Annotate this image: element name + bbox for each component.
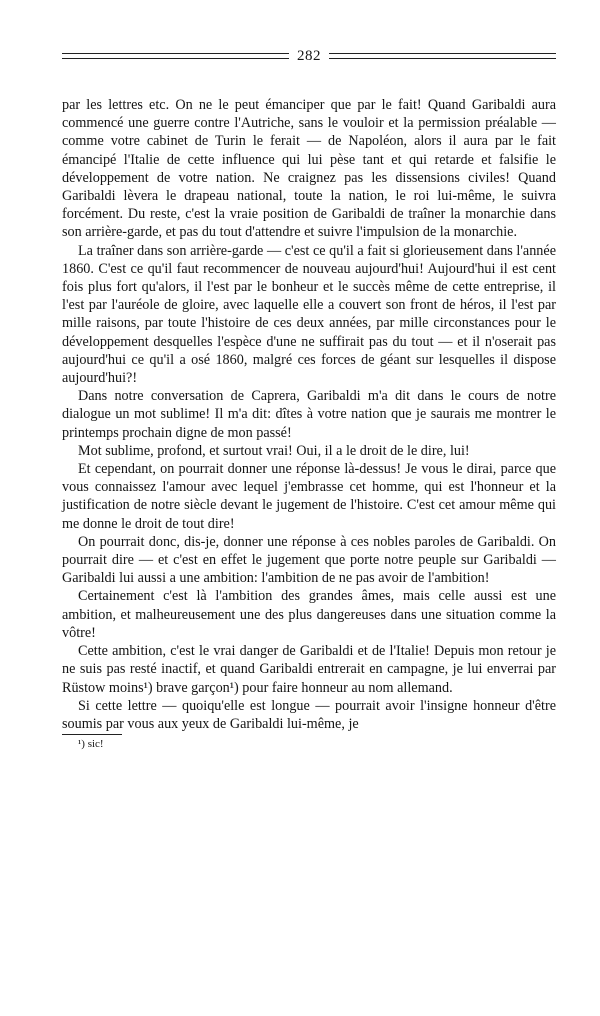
paragraph: par les lettres etc. On ne le peut émanciper que par le fait! Quand Garibaldi aura commencé une guerre contre l'Autriche, sans le vouloir et la permission préalable — comme votre cabinet de Turin le ferait — de Napoléon, alors il aura par le fait émancipé l'Italie de cette influence qui lui pèse tant et qui retarde et falsifie le développement de votre nation. Ne craignez pas les dissensions civiles! Quand Garibaldi lèvera le drapeau national, toute la nation, le roi lui-même, le suivra forcément. Du reste, c'est la vraie position de Garibaldi de traîner la monarchie dans son arrière-garde, et pas du tout d'attendre et suivre l'impulsion de la monarchie. [62,97,556,241]
body-text [62,96,556,733]
paragraph: On pourrait donc, dis-je, donner une réponse à ces nobles paroles de Garibaldi. On pourrait dire — et c'est en effet le jugement que porte notre peuple sur Garibaldi — Garibaldi lui aussi a une ambition: l'ambition de ne pas avoir de l'ambition! [62,533,556,587]
paragraph: Si cette lettre — quoiqu'elle est longue — pourrait avoir l'insigne honneur d'être soumis par vous aux yeux de Garibaldi lui-même, je [62,697,556,732]
paragraph: Mot sublime, profond, et surtout vrai! Oui, il a le droit de le dire, lui! [78,442,470,459]
paragraph: Certainement c'est là l'ambition des grandes âmes, mais celle aussi est une ambition, et malheureusement une des plus dangereuses dans une situation comme la vôtre! [62,588,556,641]
header-rule-right [329,53,556,59]
paragraph: La traîner dans son arrière-garde — c'est ce qu'il a fait si glorieusement dans l'année 1860. C'est ce qu'il faut recommencer de nouveau aujourd'hui! Aujourd'hui il est cent fois plus fort qu'alors, il l'est par le bonheur et le succès même de cette entreprise, il l'est par l'auréole de gloire, avec laquelle elle a couvert son front de héros, il l'est par mille raisons, par toute l'histoire de ces deux années, par mille circonstances pour le développement desquelles l'espèce d'une ne suffirait pas du tout — et il n'oserait pas aujourd'hui ce qu'il a osé 1860, malgré ces forces de géant sur lesquelles il dispose aujourd'hui?! [62,242,556,387]
paragraph: Cette ambition, c'est le vrai danger de Garibaldi et de l'Italie! Depuis mon retour je ne suis pas resté inactif, et quand Garibaldi entrerait en campagne, je lui enverrai par Rüstow moins¹) brave garçon¹) pour faire honneur au nom allemand. [62,643,556,696]
paragraph: Et cependant, on pourrait donner une réponse là-dessus! Je vous le dirai, parce que vous connaissez l'amour avec lequel j'embrasse cet homme, qui est l'honneur et la justification de notre siècle devant le jugement de l'histoire. C'est cet amour même qui me donne le droit de tout dire! [62,461,556,532]
page-header [62,44,556,68]
page-number: 282 [297,47,321,64]
paragraph: Dans notre conversation de Caprera, Garibaldi m'a dit dans le cours de notre dialogue un mot sublime! Il m'a dit: dîtes à votre nation que je saurais me montrer le printemps prochain digne de mon passé! [62,388,556,441]
header-rule-left [62,53,289,59]
book-page [62,44,556,751]
footnote-rule [62,734,122,735]
footnote: ¹) sic! [78,738,104,751]
